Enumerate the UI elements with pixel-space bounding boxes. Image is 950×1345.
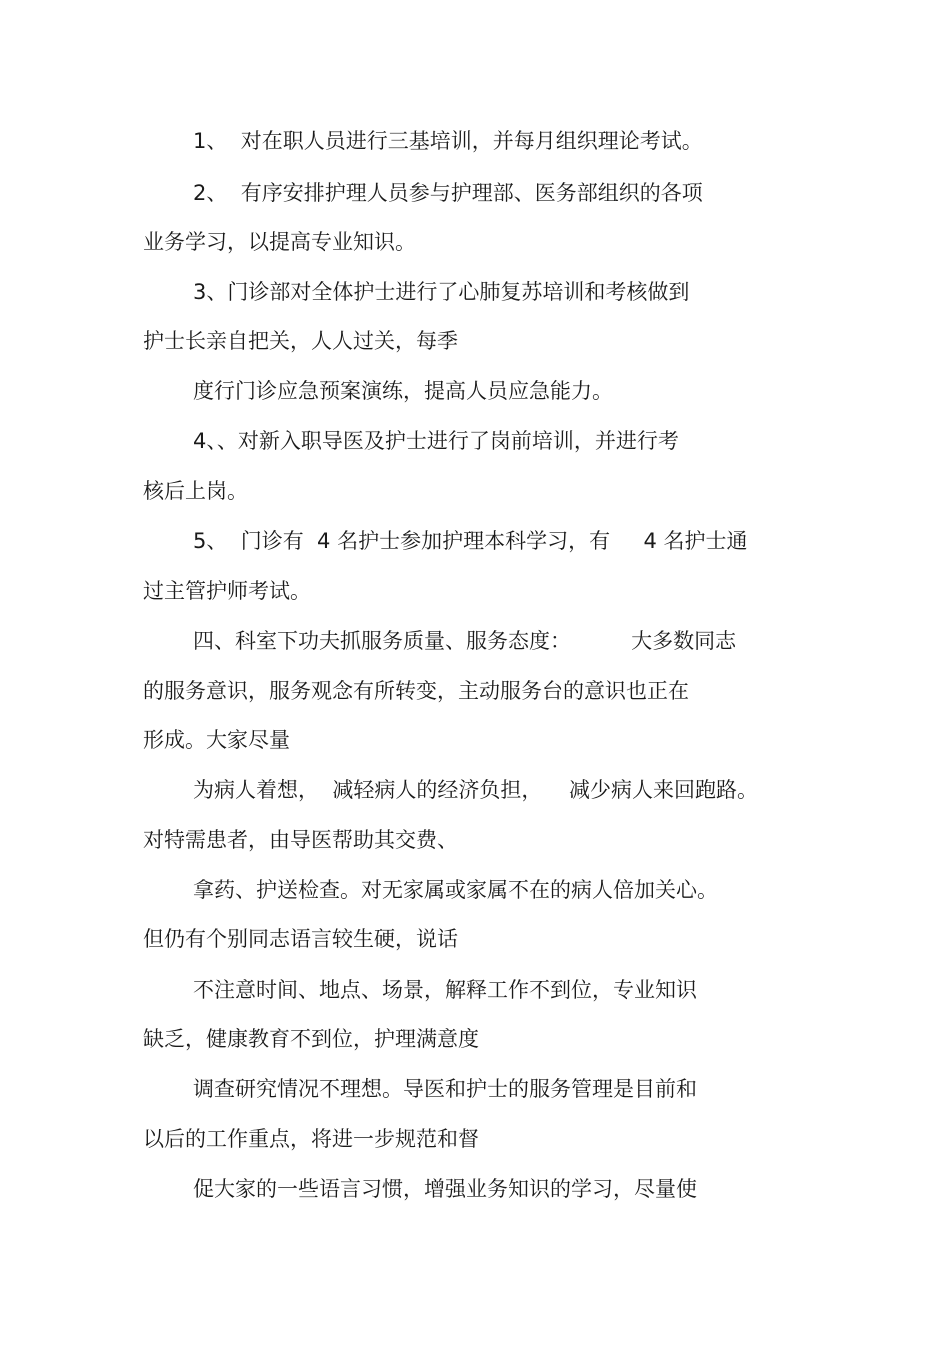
- text-line: 的服务意识，服务观念有所转变，主动服务台的意识也正在: [143, 679, 689, 703]
- text-line: 2、 有序安排护理人员参与护理部、医务部组织的各项: [193, 181, 703, 205]
- text-line: 拿药、护送检查。对无家属或家属不在的病人倍加关心。: [193, 878, 718, 902]
- text-line: 形成。大家尽量: [143, 728, 290, 752]
- text-line: 1、 对在职人员进行三基培训，并每月组织理论考试。: [193, 129, 703, 153]
- text-line: 调查研究情况不理想。导医和护士的服务管理是目前和: [193, 1077, 697, 1101]
- text-line: 不注意时间、地点、场景，解释工作不到位，专业知识: [193, 978, 697, 1002]
- text-line: 四、科室下功夫抓服务质量、服务态度： 大多数同志: [193, 629, 737, 653]
- text-line: 为病人着想， 减轻病人的经济负担， 减少病人来回跑路。: [193, 778, 759, 802]
- text-line: 过主管护师考试。: [143, 579, 311, 603]
- text-line: 以后的工作重点，将进一步规范和督: [143, 1127, 479, 1151]
- text-line: 促大家的一些语言习惯，增强业务知识的学习，尽量使: [193, 1177, 697, 1201]
- text-line: 度行门诊应急预案演练，提高人员应急能力。: [193, 379, 613, 403]
- text-line: 核后上岗。: [143, 479, 248, 503]
- text-line: 业务学习，以提高专业知识。: [143, 230, 416, 254]
- text-line: 4、、对新入职导医及护士进行了岗前培训，并进行考: [193, 429, 679, 453]
- text-line: 3、门诊部对全体护士进行了心肺复苏培训和考核做到: [193, 280, 690, 304]
- text-line: 缺乏，健康教育不到位，护理满意度: [143, 1027, 479, 1051]
- text-line: 护士长亲自把关，人人过关，每季: [143, 329, 458, 353]
- text-line: 5、 门诊有 4 名护士参加护理本科学习，有 4 名护士通: [193, 529, 748, 553]
- text-line: 对特需患者，由导医帮助其交费、: [143, 828, 458, 852]
- text-line: 但仍有个别同志语言较生硬，说话: [143, 927, 458, 951]
